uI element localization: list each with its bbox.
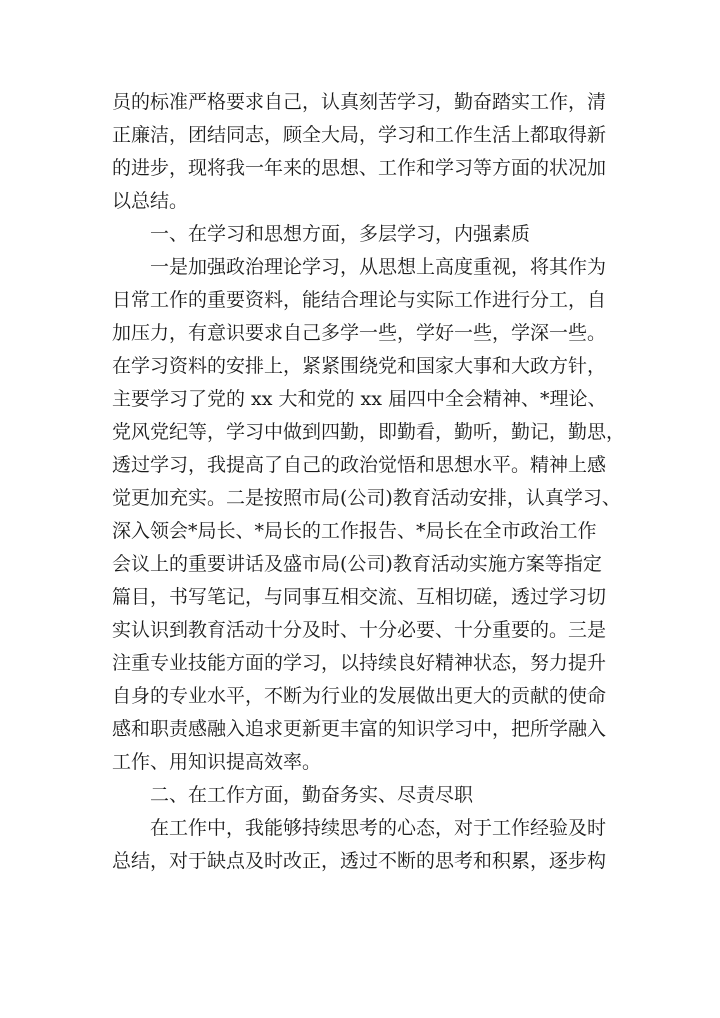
text-line: 总结，对于缺点及时改正，透过不断的思考和积累，逐步构 [112, 850, 607, 872]
text-line: 一是加强政治理论学习，从思想上高度重视，将其作为 [150, 256, 607, 278]
text-line: 篇目，书写笔记，与同事互相交流、互相切磋，透过学习切 [112, 586, 607, 608]
text-line: 自身的专业水平，不断为行业的发展做出更大的贡献的使命 [112, 685, 607, 707]
text-line: 日常工作的重要资料，能结合理论与实际工作进行分工，自 [112, 289, 607, 311]
text-line: 党风党纪等，学习中做到四勤，即勤看，勤听，勤记，勤思， [112, 421, 626, 443]
text-line: 加压力，有意识要求自己多学一些，学好一些，学深一些。 [112, 322, 607, 344]
text-line: 在学习资料的安排上，紧紧围绕党和国家大事和大政方针， [112, 355, 607, 377]
text-line: 二、在工作方面，勤奋务实、尽责尽职 [150, 784, 474, 806]
text-line: 一、在学习和思想方面，多层学习，内强素质 [150, 223, 531, 245]
text-line: 会议上的重要讲话及盛市局(公司)教育活动实施方案等指定 [112, 553, 602, 575]
document-body [112, 86, 626, 878]
text-line: 的进步，现将我一年来的思想、工作和学习等方面的状况加 [112, 157, 607, 179]
text-line: 员的标准严格要求自己，认真刻苦学习，勤奋踏实工作，清 [112, 91, 607, 113]
text-line: 深入领会*局长、*局长的工作报告、*局长在全市政治工作 [112, 520, 597, 542]
text-line: 感和职责感融入追求更新更丰富的知识学习中，把所学融入 [112, 718, 607, 740]
text-line: 实认识到教育活动十分及时、十分必要、十分重要的。三是 [112, 619, 607, 641]
text-line: 主要学习了党的 xx 大和党的 xx 届四中全会精神、*理论、 [112, 388, 607, 410]
text-line: 以总结。 [112, 190, 189, 212]
text-line: 透过学习，我提高了自己的政治觉悟和思想水平。精神上感 [112, 454, 607, 476]
text-line: 注重专业技能方面的学习，以持续良好精神状态，努力提升 [112, 652, 607, 674]
text-line: 在工作中，我能够持续思考的心态，对于工作经验及时 [150, 817, 607, 839]
text-line: 正廉洁，团结同志，顾全大局，学习和工作生活上都取得新 [112, 124, 607, 146]
text-line: 觉更加充实。二是按照市局(公司)教育活动安排，认真学习、 [112, 487, 621, 509]
text-line: 工作、用知识提高效率。 [112, 751, 322, 773]
